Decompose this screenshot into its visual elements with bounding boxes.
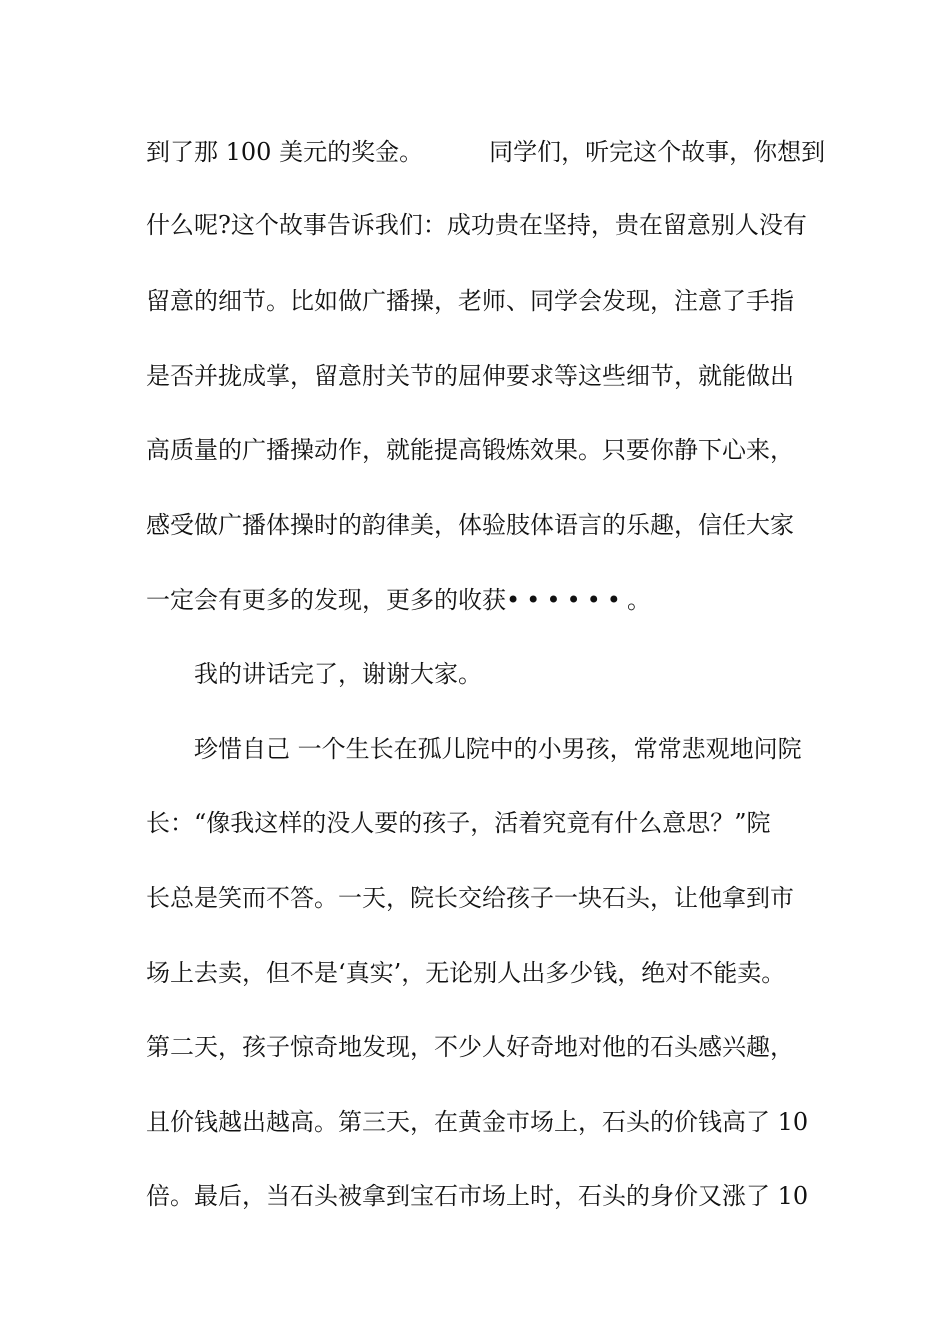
ellipsis-dots: ••••••	[506, 586, 627, 614]
text-line-1-part-b: 同学们，听完这个故事，你想到	[489, 138, 826, 166]
text-line-2: 什么呢?这个故事告诉我们：成功贵在坚持，贵在留意别人没有	[146, 211, 807, 239]
text-line-4: 是否并拢成掌，留意肘关节的屈伸要求等这些细节，就能做出	[146, 362, 794, 390]
text-line-7-part-a: 一定会有更多的发现，更多的收获	[146, 586, 506, 614]
text-line-14: 且价钱越出越高。第三天，在黄金市场上，石头的价钱高了 10	[146, 1108, 809, 1136]
text-line-11: 长总是笑而不答。一天，院长交给孩子一块石头，让他拿到市	[146, 884, 794, 912]
text-line-10: 长：“像我这样的没人要的孩子，活着究竟有什么意思？”院	[146, 809, 771, 837]
text-line-12: 场上去卖，但不是‘真实’，无论别人出多少钱，绝对不能卖。	[146, 959, 786, 987]
closing-remark: 我的讲话完了，谢谢大家。	[194, 660, 482, 688]
text-line-5: 高质量的广播操动作，就能提高锻炼效果。只要你静下心来，	[146, 436, 794, 464]
text-line-1-part-a: 到了那 100 美元的奖金。	[146, 138, 424, 166]
text-line-6: 感受做广播体操时的韵律美，体验肢体语言的乐趣，信任大家	[146, 511, 794, 539]
text-line-13: 第二天，孩子惊奇地发现，不少人好奇地对他的石头感兴趣，	[146, 1033, 794, 1061]
text-line-15: 倍。最后，当石头被拿到宝石市场上时，石头的身价又涨了 10	[146, 1182, 809, 1210]
text-line-7-part-c: 。	[626, 586, 651, 614]
story-heading-line: 珍惜自己 一个生长在孤儿院中的小男孩，常常悲观地问院	[194, 735, 802, 763]
text-line-7	[146, 580, 826, 620]
text-line-3: 留意的细节。比如做广播操，老师、同学会发现，注意了手指	[146, 287, 794, 315]
text-line-1	[146, 132, 826, 172]
